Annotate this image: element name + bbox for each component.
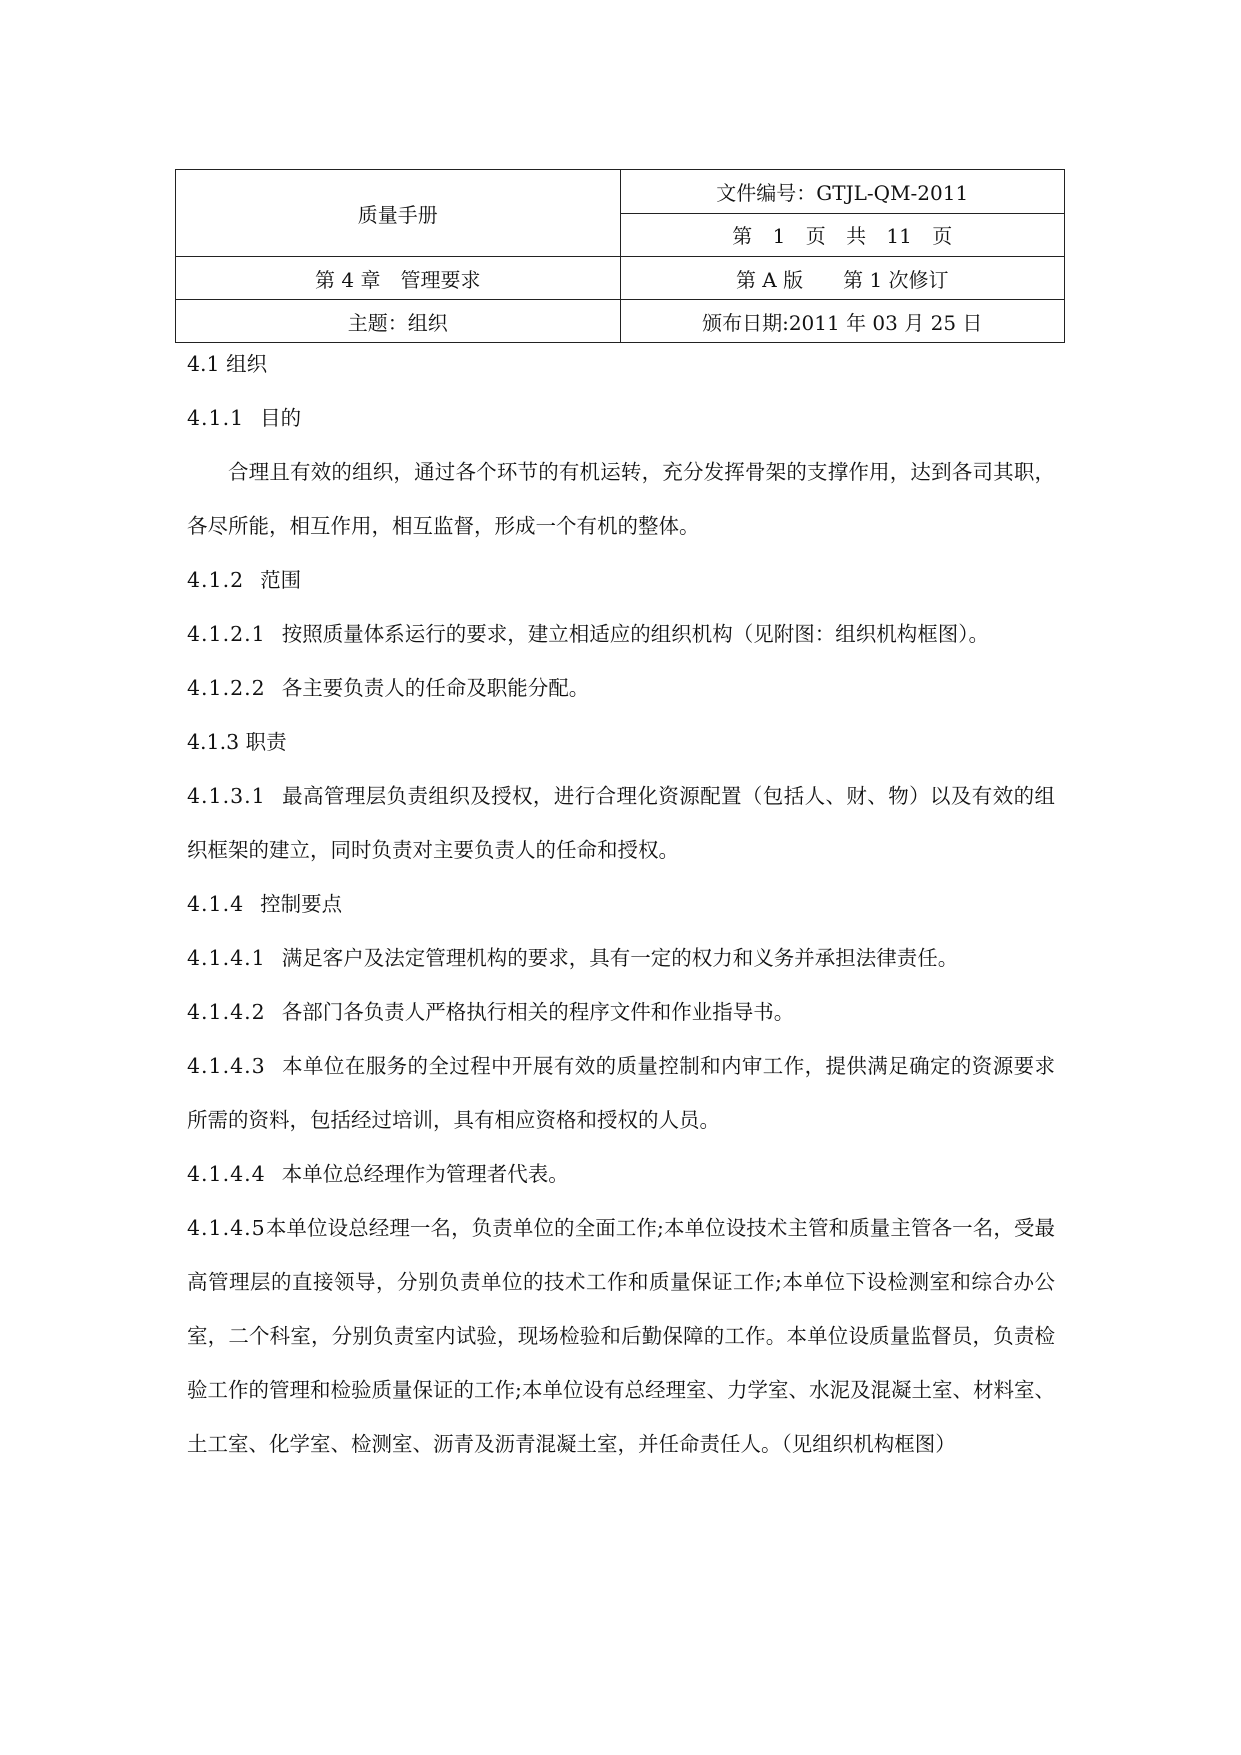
page-info: [620, 213, 1065, 257]
clause-4-1-2-1: [187, 607, 1055, 661]
clause-4-1-2-2: [187, 661, 1055, 715]
section-number: 4.1.1: [187, 406, 245, 430]
section-title: 目的: [260, 406, 302, 430]
subject: 主题：组织: [176, 300, 621, 343]
clause-number: 4.1.3.1: [187, 784, 266, 808]
total-pages: 11: [886, 224, 912, 249]
purpose-paragraph: 合理且有效的组织，通过各个环节的有机运转，充分发挥骨架的支撑作用，达到各司其职，各尽所能，相互作用，相互监督，形成一个有机的整体。: [187, 460, 1055, 538]
document-header-table: [175, 169, 1065, 343]
clause-number: 4.1.4.3: [187, 1054, 266, 1078]
clause-text: 最高管理层负责组织及授权，进行合理化资源配置（包括人、财、物）以及有效的组织框架的建立，同时负责对主要负责人的任命和授权。: [187, 784, 1055, 862]
clause-4-1-4-2: [187, 985, 1055, 1039]
section-title: 控制要点: [260, 892, 343, 916]
manual-title: 质量手册: [176, 170, 621, 257]
clause-text: 本单位总经理作为管理者代表。: [281, 1162, 569, 1186]
clause-text: 各主要负责人的任命及职能分配。: [281, 676, 590, 700]
page-number: 1: [772, 224, 786, 249]
clause-4-1-4-3: [187, 1039, 1055, 1147]
clause-number: 4.1.2.2: [187, 676, 266, 700]
clause-text: 满足客户及法定管理机构的要求，具有一定的权力和义务并承担法律责任。: [281, 946, 959, 970]
page-unit: 页: [805, 224, 826, 249]
clause-number: 4.1.4.5: [187, 1216, 266, 1240]
section-heading-4-1-4: [187, 877, 1055, 931]
section-heading-4-1: 4.1 组织: [187, 352, 268, 376]
total-prefix: 共: [846, 224, 867, 249]
clause-4-1-4-5: [187, 1201, 1055, 1471]
section-heading-4-1-3: 4.1.3 职责: [187, 730, 287, 754]
clause-number: 4.1.4.4: [187, 1162, 266, 1186]
page-prefix: 第: [732, 224, 753, 249]
section-number: 4.1.4: [187, 892, 245, 916]
issue-date: 颁布日期:2011 年 03 月 25 日: [620, 300, 1065, 343]
clause-text: 按照质量体系运行的要求，建立相适应的组织机构（见附图：组织机构框图）。: [281, 622, 989, 646]
section-number: 4.1.2: [187, 568, 245, 592]
clause-text: 各部门各负责人严格执行相关的程序文件和作业指导书。: [281, 1000, 795, 1024]
clause-number: 4.1.4.2: [187, 1000, 266, 1024]
clause-4-1-4-4: [187, 1147, 1055, 1201]
revision-info: 第 A 版 第 1 次修订: [620, 257, 1065, 300]
section-title: 范围: [260, 568, 302, 592]
document-number: 文件编号：GTJL-QM-2011: [620, 170, 1065, 214]
total-unit: 页: [932, 224, 953, 249]
clause-text: 本单位在服务的全过程中开展有效的质量控制和内审工作，提供满足确定的资源要求所需的资料，包括经过培训，具有相应资格和授权的人员。: [187, 1054, 1055, 1132]
document-body: [187, 337, 1055, 1471]
section-heading-4-1-2: [187, 553, 1055, 607]
section-heading-4-1-1: [187, 391, 1055, 445]
clause-text: 本单位设总经理一名，负责单位的全面工作;本单位设技术主管和质量主管各一名，受最高管理层的直接领导，分别负责单位的技术工作和质量保证工作;本单位下设检测室和综合办公室，二个科室，分别负责室内试验，现场检验和后勤保障的工作。本单位设质量监督员，负责检验工作的管理和检验质量保证的工作;本单位设有总经理室、力学室、水泥及混凝土室、材料室、土工室、化学室、检测室、沥青及沥青混凝土室，并任命责任人。（见组织机构框图）: [187, 1216, 1055, 1456]
clause-4-1-4-1: [187, 931, 1055, 985]
chapter-title: 第 4 章 管理要求: [176, 257, 621, 300]
clause-number: 4.1.4.1: [187, 946, 266, 970]
clause-number: 4.1.2.1: [187, 622, 266, 646]
clause-4-1-3-1: [187, 769, 1055, 877]
